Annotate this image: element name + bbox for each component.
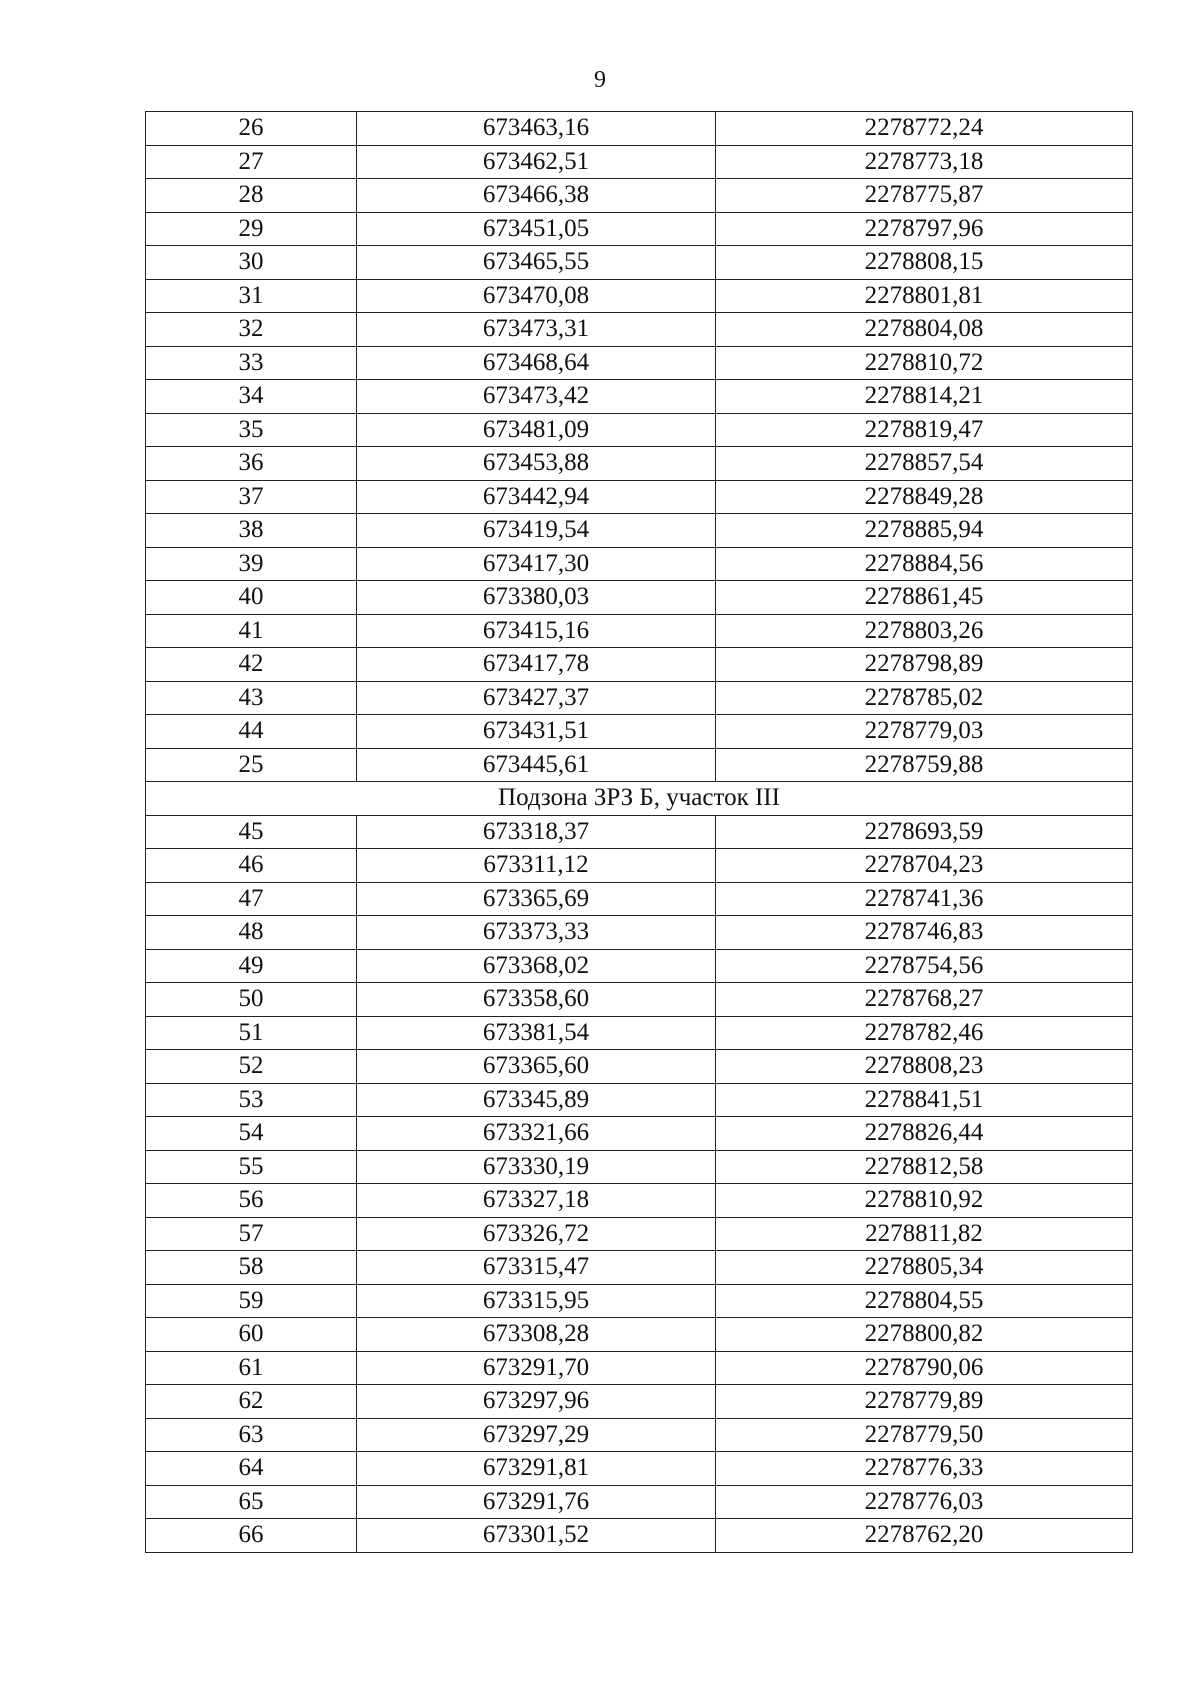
table-row — [146, 715, 1133, 749]
y-coordinate: 2278704,23 — [716, 849, 1133, 883]
x-coordinate: 673327,18 — [357, 1184, 716, 1218]
point-number: 36 — [146, 447, 357, 481]
point-number: 52 — [146, 1050, 357, 1084]
table-row — [146, 1385, 1133, 1419]
table-row — [146, 212, 1133, 246]
x-coordinate: 673481,09 — [357, 413, 716, 447]
point-number: 66 — [146, 1519, 357, 1553]
y-coordinate: 2278797,96 — [716, 212, 1133, 246]
y-coordinate: 2278776,33 — [716, 1452, 1133, 1486]
x-coordinate: 673297,29 — [357, 1418, 716, 1452]
table-body-part-1 — [146, 112, 1133, 782]
y-coordinate: 2278776,03 — [716, 1485, 1133, 1519]
table-row — [146, 1083, 1133, 1117]
x-coordinate: 673326,72 — [357, 1217, 716, 1251]
x-coordinate: 673345,89 — [357, 1083, 716, 1117]
point-number: 50 — [146, 983, 357, 1017]
table-row — [146, 1184, 1133, 1218]
y-coordinate: 2278849,28 — [716, 480, 1133, 514]
table-row — [146, 1284, 1133, 1318]
x-coordinate: 673453,88 — [357, 447, 716, 481]
x-coordinate: 673330,19 — [357, 1150, 716, 1184]
y-coordinate: 2278741,36 — [716, 882, 1133, 916]
table-row — [146, 246, 1133, 280]
x-coordinate: 673470,08 — [357, 279, 716, 313]
table-row — [146, 480, 1133, 514]
x-coordinate: 673291,81 — [357, 1452, 716, 1486]
y-coordinate: 2278805,34 — [716, 1251, 1133, 1285]
point-number: 47 — [146, 882, 357, 916]
x-coordinate: 673365,60 — [357, 1050, 716, 1084]
point-number: 30 — [146, 246, 357, 280]
table-body-part-2 — [146, 815, 1133, 1552]
table-row — [146, 112, 1133, 146]
table-row — [146, 1016, 1133, 1050]
x-coordinate: 673473,42 — [357, 380, 716, 414]
x-coordinate: 673415,16 — [357, 614, 716, 648]
x-coordinate: 673468,64 — [357, 346, 716, 380]
point-number: 40 — [146, 581, 357, 615]
table-row — [146, 413, 1133, 447]
y-coordinate: 2278693,59 — [716, 815, 1133, 849]
x-coordinate: 673463,16 — [357, 112, 716, 146]
y-coordinate: 2278746,83 — [716, 916, 1133, 950]
table-row — [146, 1519, 1133, 1553]
point-number: 58 — [146, 1251, 357, 1285]
y-coordinate: 2278808,23 — [716, 1050, 1133, 1084]
x-coordinate: 673417,30 — [357, 547, 716, 581]
section-header-row — [146, 782, 1133, 816]
y-coordinate: 2278790,06 — [716, 1351, 1133, 1385]
y-coordinate: 2278772,24 — [716, 112, 1133, 146]
table-row — [146, 681, 1133, 715]
point-number: 65 — [146, 1485, 357, 1519]
point-number: 32 — [146, 313, 357, 347]
table-row — [146, 1217, 1133, 1251]
x-coordinate: 673380,03 — [357, 581, 716, 615]
table-row — [146, 1150, 1133, 1184]
point-number: 44 — [146, 715, 357, 749]
point-number: 35 — [146, 413, 357, 447]
table-row — [146, 1452, 1133, 1486]
y-coordinate: 2278826,44 — [716, 1117, 1133, 1151]
table-row — [146, 849, 1133, 883]
y-coordinate: 2278811,82 — [716, 1217, 1133, 1251]
point-number: 25 — [146, 748, 357, 782]
x-coordinate: 673321,66 — [357, 1117, 716, 1151]
table-row — [146, 380, 1133, 414]
point-number: 38 — [146, 514, 357, 548]
table-row — [146, 514, 1133, 548]
y-coordinate: 2278762,20 — [716, 1519, 1133, 1553]
y-coordinate: 2278804,08 — [716, 313, 1133, 347]
y-coordinate: 2278798,89 — [716, 648, 1133, 682]
point-number: 28 — [146, 179, 357, 213]
x-coordinate: 673308,28 — [357, 1318, 716, 1352]
point-number: 64 — [146, 1452, 357, 1486]
point-number: 63 — [146, 1418, 357, 1452]
point-number: 45 — [146, 815, 357, 849]
table-row — [146, 547, 1133, 581]
y-coordinate: 2278759,88 — [716, 748, 1133, 782]
x-coordinate: 673431,51 — [357, 715, 716, 749]
x-coordinate: 673466,38 — [357, 179, 716, 213]
point-number: 49 — [146, 949, 357, 983]
table-row — [146, 648, 1133, 682]
x-coordinate: 673419,54 — [357, 514, 716, 548]
point-number: 42 — [146, 648, 357, 682]
y-coordinate: 2278779,50 — [716, 1418, 1133, 1452]
point-number: 53 — [146, 1083, 357, 1117]
table-row — [146, 313, 1133, 347]
point-number: 31 — [146, 279, 357, 313]
table-row — [146, 279, 1133, 313]
table-row — [146, 581, 1133, 615]
point-number: 54 — [146, 1117, 357, 1151]
table-row — [146, 916, 1133, 950]
y-coordinate: 2278885,94 — [716, 514, 1133, 548]
point-number: 39 — [146, 547, 357, 581]
y-coordinate: 2278801,81 — [716, 279, 1133, 313]
x-coordinate: 673451,05 — [357, 212, 716, 246]
table-row — [146, 179, 1133, 213]
y-coordinate: 2278779,03 — [716, 715, 1133, 749]
x-coordinate: 673473,31 — [357, 313, 716, 347]
x-coordinate: 673417,78 — [357, 648, 716, 682]
y-coordinate: 2278775,87 — [716, 179, 1133, 213]
table-row — [146, 1351, 1133, 1385]
y-coordinate: 2278779,89 — [716, 1385, 1133, 1419]
point-number: 48 — [146, 916, 357, 950]
table-row — [146, 1418, 1133, 1452]
table-row — [146, 346, 1133, 380]
x-coordinate: 673445,61 — [357, 748, 716, 782]
x-coordinate: 673311,12 — [357, 849, 716, 883]
y-coordinate: 2278841,51 — [716, 1083, 1133, 1117]
point-number: 60 — [146, 1318, 357, 1352]
x-coordinate: 673465,55 — [357, 246, 716, 280]
point-number: 43 — [146, 681, 357, 715]
point-number: 51 — [146, 1016, 357, 1050]
y-coordinate: 2278812,58 — [716, 1150, 1133, 1184]
point-number: 57 — [146, 1217, 357, 1251]
point-number: 34 — [146, 380, 357, 414]
section-title: Подзона ЗРЗ Б, участок III — [146, 782, 1133, 816]
x-coordinate: 673315,95 — [357, 1284, 716, 1318]
point-number: 41 — [146, 614, 357, 648]
y-coordinate: 2278861,45 — [716, 581, 1133, 615]
x-coordinate: 673365,69 — [357, 882, 716, 916]
table-row — [146, 983, 1133, 1017]
table-row — [146, 1251, 1133, 1285]
y-coordinate: 2278857,54 — [716, 447, 1133, 481]
point-number: 46 — [146, 849, 357, 883]
y-coordinate: 2278782,46 — [716, 1016, 1133, 1050]
x-coordinate: 673291,76 — [357, 1485, 716, 1519]
point-number: 37 — [146, 480, 357, 514]
y-coordinate: 2278819,47 — [716, 413, 1133, 447]
table-row — [146, 1050, 1133, 1084]
y-coordinate: 2278804,55 — [716, 1284, 1133, 1318]
x-coordinate: 673297,96 — [357, 1385, 716, 1419]
table-row — [146, 815, 1133, 849]
x-coordinate: 673301,52 — [357, 1519, 716, 1553]
x-coordinate: 673462,51 — [357, 145, 716, 179]
page-number: 9 — [594, 67, 606, 93]
point-number: 33 — [146, 346, 357, 380]
y-coordinate: 2278768,27 — [716, 983, 1133, 1017]
point-number: 61 — [146, 1351, 357, 1385]
y-coordinate: 2278754,56 — [716, 949, 1133, 983]
point-number: 55 — [146, 1150, 357, 1184]
table-row — [146, 1117, 1133, 1151]
table-row — [146, 1485, 1133, 1519]
table-row — [146, 145, 1133, 179]
point-number: 27 — [146, 145, 357, 179]
point-number: 56 — [146, 1184, 357, 1218]
table-row — [146, 748, 1133, 782]
table-row — [146, 1318, 1133, 1352]
x-coordinate: 673381,54 — [357, 1016, 716, 1050]
y-coordinate: 2278884,56 — [716, 547, 1133, 581]
x-coordinate: 673318,37 — [357, 815, 716, 849]
x-coordinate: 673358,60 — [357, 983, 716, 1017]
coordinates-table — [145, 111, 1133, 1553]
point-number: 29 — [146, 212, 357, 246]
x-coordinate: 673373,33 — [357, 916, 716, 950]
point-number: 26 — [146, 112, 357, 146]
x-coordinate: 673368,02 — [357, 949, 716, 983]
table-row — [146, 882, 1133, 916]
y-coordinate: 2278808,15 — [716, 246, 1133, 280]
y-coordinate: 2278810,72 — [716, 346, 1133, 380]
table-row — [146, 949, 1133, 983]
y-coordinate: 2278814,21 — [716, 380, 1133, 414]
y-coordinate: 2278803,26 — [716, 614, 1133, 648]
x-coordinate: 673427,37 — [357, 681, 716, 715]
point-number: 62 — [146, 1385, 357, 1419]
table-row — [146, 614, 1133, 648]
y-coordinate: 2278800,82 — [716, 1318, 1133, 1352]
point-number: 59 — [146, 1284, 357, 1318]
x-coordinate: 673291,70 — [357, 1351, 716, 1385]
y-coordinate: 2278810,92 — [716, 1184, 1133, 1218]
table-row — [146, 447, 1133, 481]
x-coordinate: 673442,94 — [357, 480, 716, 514]
y-coordinate: 2278773,18 — [716, 145, 1133, 179]
x-coordinate: 673315,47 — [357, 1251, 716, 1285]
section-header-group — [146, 782, 1133, 816]
y-coordinate: 2278785,02 — [716, 681, 1133, 715]
